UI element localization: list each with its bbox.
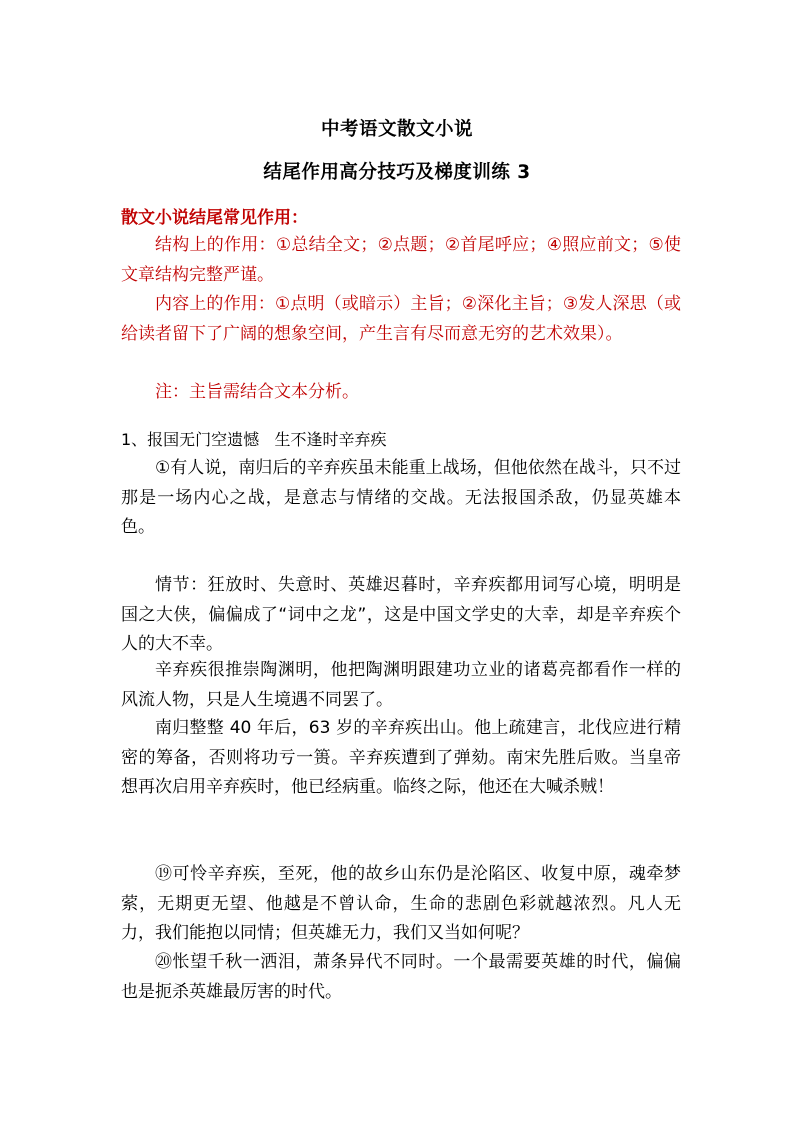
body-paragraph: ⑳怅望千秋一洒泪，萧条异代不同时。一个最需要英雄的时代，偏偏也是扼杀英雄最厉害的时代。 (121, 952, 681, 1002)
intro-structure-paragraph: 结构上的作用：①总结全文；②点题；②首尾呼应；④照应前文；⑤使文章结构完整严谨。 (121, 235, 681, 285)
intro-content-paragraph: 内容上的作用：①点明（或暗示）主旨；②深化主旨；③发人深思（或给读者留下了广阔的想象空间，产生言有尽而意无穷的艺术效果）。 (121, 294, 681, 344)
document-title: 中考语文散文小说 (320, 119, 473, 140)
item-heading: 1、报国无门空遗憾 生不逢时辛弃疾 (121, 430, 387, 449)
body-paragraph: 辛弃疾很推崇陶渊明，他把陶渊明跟建功立业的诸葛亮都看作一样的风流人物，只是人生境遇不同罢了。 (121, 660, 681, 710)
section-heading: 散文小说结尾常见作用： (121, 208, 308, 228)
body-paragraph: 情节：狂放时、失意时、英雄迟暮时，辛弃疾都用词写心境，明明是国之大侠，偏偏成了“词中之龙”，这是中国文学史的大幸，却是辛弃疾个人的大不幸。 (121, 575, 681, 654)
intro-note-paragraph: 注：主旨需结合文本分析。 (155, 382, 359, 402)
body-paragraph: ⑲可怜辛弃疾，至死，他的故乡山东仍是沦陷区、收复中原，魂牵梦萦，无期更无望、他越是不曾认命，生命的悲剧色彩就越浓烈。凡人无力，我们能抱以同情；但英雄无力，我们又当如何呢？ (121, 864, 681, 943)
document-subtitle: 结尾作用高分技巧及梯度训练 3 (263, 162, 531, 183)
body-paragraph: ①有人说，南归后的辛弃疾虽未能重上战场，但他依然在战斗，只不过那是一场内心之战，是意志与情绪的交战。无法报国杀敌，仍显英雄本色。 (121, 458, 681, 537)
body-paragraph: 南归整整 40 年后，63 岁的辛弃疾出山。他上疏建言，北伐应进行精密的筹备，否则将功亏一篑。辛弃疾遭到了弹劾。南宋先胜后败。当皇帝想再次启用辛弃疾时，他已经病重。临终之际，他还在大喊杀贼！ (121, 718, 681, 797)
